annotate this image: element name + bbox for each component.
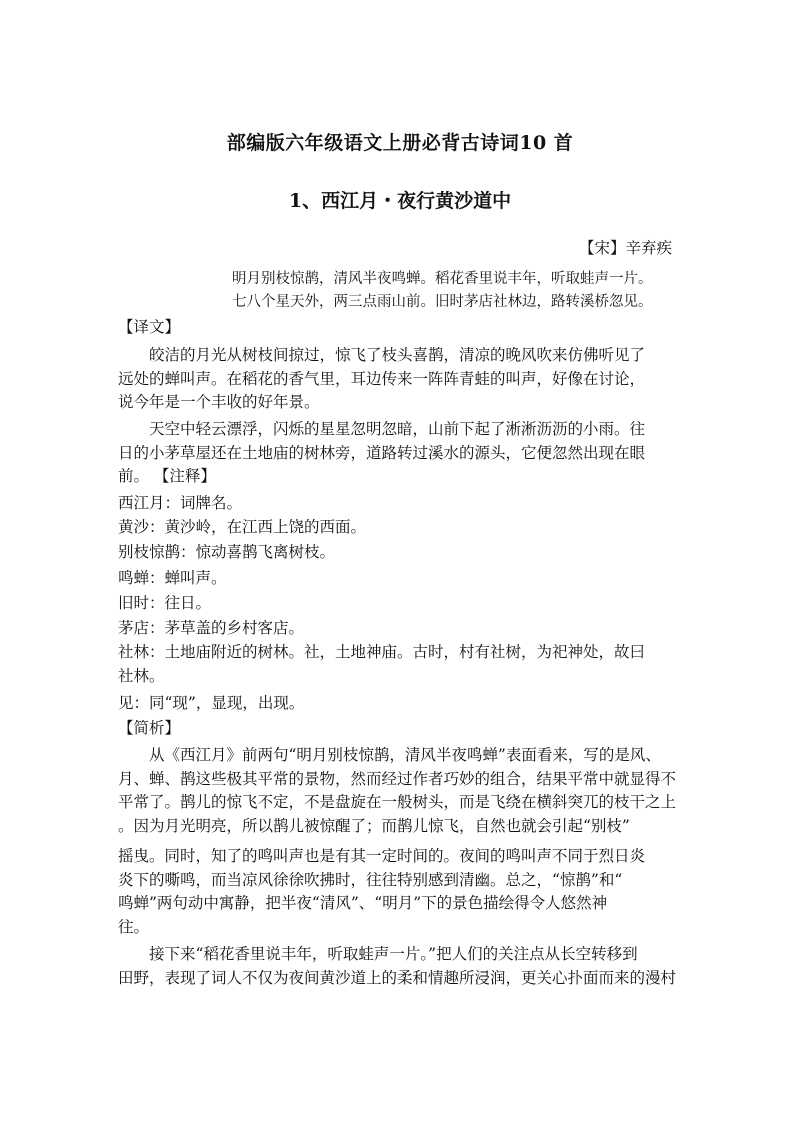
text-line: 从《西江月》前两句“明月别枝惊鹊，清风半夜鸣蝉”表面看来，写的是风、 — [149, 746, 661, 764]
analysis-paragraph — [118, 943, 684, 990]
analysis-paragraph — [118, 744, 684, 838]
poem-title: 1、西江月・夜行黄沙道中 — [288, 190, 512, 212]
text-line: 说今年是一个丰收的好年景。 — [118, 393, 320, 411]
note-item: 茅店：茅草盖的乡村客店。 — [118, 619, 305, 637]
note-item: 别枝惊鹊：惊动喜鹊飞离树枝。 — [118, 543, 336, 561]
text-line: 炎下的嘶鸣，而当凉风徐徐吹拂时，往往特别感到清幽。总之，“惊鹊”和“ — [118, 870, 623, 889]
text-line: 鸣蝉”两句动中寓静，把半夜“清风”、“明月”下的景色描绘得令人悠然神 — [118, 894, 608, 912]
note-item: 黄沙：黄沙岭，在江西上饶的西面。 — [118, 518, 367, 536]
text-line: 月、蝉、鹊这些极其平常的景物，然而经过作者巧妙的组合，结果平常中就显得不 — [118, 769, 677, 788]
text-line: 日的小茅草屋还在土地庙的树林旁，道路转过溪水的源头，它便忽然出现在眼 — [118, 443, 646, 462]
text-line: 社林。 — [118, 666, 165, 685]
translation-heading: 【译文】 — [118, 318, 181, 336]
text-line: 社林：土地庙附近的树林。社，土地神庙。古时，村有社树，为祀神处，故曰 — [118, 643, 646, 661]
text-line: 前。 【注释】 — [118, 467, 216, 485]
translation-paragraph — [118, 418, 684, 489]
translation-paragraph — [118, 344, 684, 415]
poem-verse: 七八个星天外，两三点雨山前。旧时茅店社林边，路转溪桥忽见。 — [232, 294, 653, 310]
text-line: 田野，表现了词人不仅为夜间黄沙道上的柔和情趣所浸润，更关心扑面而来的漫村 — [118, 968, 677, 987]
text-line: 远处的蝉叫声。在稻花的香气里，耳边传来一阵阵青蛙的叫声，好像在讨论， — [118, 369, 646, 388]
poem-verse: 明月别枝惊鹊，清风半夜鸣蝉。稻花香里说丰年，听取蛙声一片。 — [232, 271, 653, 287]
poem-author: 【宋】辛弃疾 — [578, 239, 672, 257]
analysis-paragraph — [118, 845, 684, 939]
text-line: 往。 — [118, 917, 150, 936]
note-item: 西江月：词牌名。 — [118, 494, 243, 512]
note-item: 见：同“现”，显现，出现。 — [118, 694, 305, 712]
text-line: 摇曳。同时，知了的鸣叫声也是有其一定时间的。夜间的鸣叫声不同于烈日炎 — [118, 847, 646, 865]
text-line: 。因为月光明亮，所以鹊儿被惊醒了；而鹊儿惊飞，自然也就会引起“别枝” — [118, 816, 630, 835]
note-item-shelin — [118, 641, 684, 688]
analysis-heading: 【简析】 — [118, 719, 181, 737]
document-title: 部编版六年级语文上册必背古诗词10 首 — [226, 132, 574, 154]
note-item: 旧时：往日。 — [118, 594, 212, 612]
text-line: 天空中轻云漂浮，闪烁的星星忽明忽暗，山前下起了淅淅沥沥的小雨。往 — [149, 420, 646, 438]
text-line: 皎洁的月光从树枝间掠过，惊飞了枝头喜鹊，清凉的晚风吹来仿佛听见了 — [149, 346, 646, 364]
note-item: 鸣蝉：蝉叫声。 — [118, 569, 227, 587]
text-line: 平常了。鹊儿的惊飞不定，不是盘旋在一般树头，而是飞绕在横斜突兀的枝干之上 — [118, 793, 677, 811]
text-line: 接下来“稻花香里说丰年，听取蛙声一片。”把人们的关注点从长空转移到 — [149, 945, 638, 963]
